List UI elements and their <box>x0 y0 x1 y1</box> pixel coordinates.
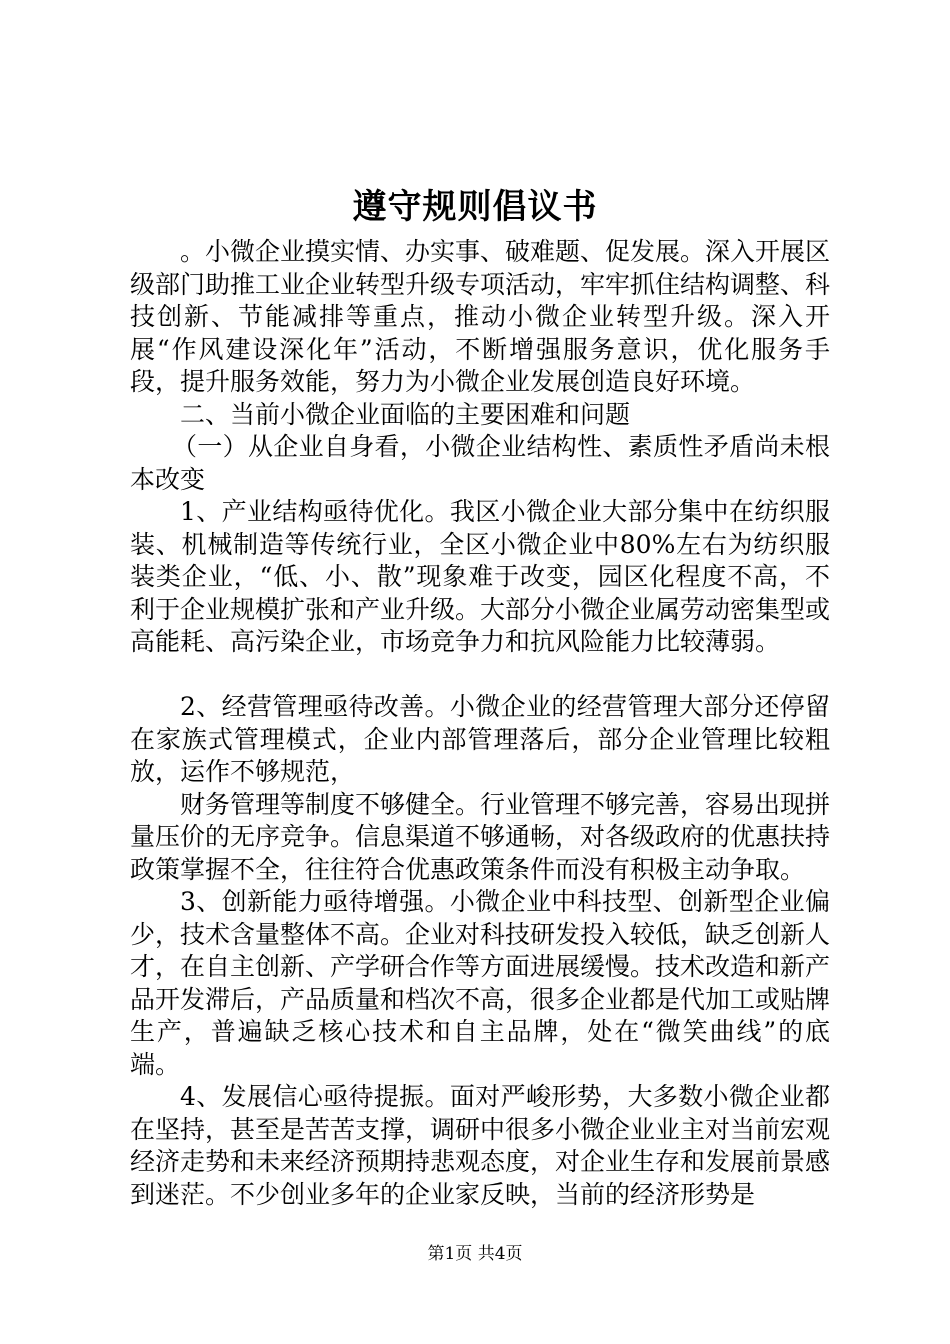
paragraph-confidence: 4、发展信心亟待提振。面对严峻形势，大多数小微企业都在坚持，甚至是苦苦支撑，调研中很多小微企业业主对当前宏观经济走势和未来经济预期持悲观态度，对企业生存和发展前景感到迷茫。不少创业多年的企业家反映，当前的经济形势是 <box>130 1082 831 1209</box>
document-body <box>130 236 830 1211</box>
section-heading: 二、当前小微企业面临的主要困难和问题 <box>180 399 631 429</box>
paragraph-management: 2、经营管理亟待改善。小微企业的经营管理大部分还停留在家族式管理模式，企业内部管理落后，部分企业管理比较粗放，运作不够规范， <box>130 692 830 786</box>
page-footer: 第1页 共4页 <box>427 1244 523 1264</box>
paragraph-industry-structure: 1、产业结构亟待优化。我区小微企业大部分集中在纺织服装、机械制造等传统行业，全区小微企业中80%左右为纺织服装类企业，“低、小、散”现象难于改变，园区化程度不高，不利于企业规模扩张和产业升级。大部分小微企业属劳动密集型或高能耗、高污染企业，市场竞争力和抗风险能力比较薄弱。 <box>130 497 831 656</box>
paragraph-innovation: 3、创新能力亟待增强。小微企业中科技型、创新型企业偏少，技术含量整体不高。企业对科技研发投入较低，缺乏创新人才，在自主创新、产学研合作等方面进展缓慢。技术改造和新产品开发滞后，产品质量和档次不高，很多企业都是代加工或贴牌生产，普遍缺乏核心技术和自主品牌，处在“微笑曲线”的底端。 <box>130 887 831 1079</box>
document-title: 遵守规则倡议书 <box>352 187 598 227</box>
subsection-heading: （一）从企业自身看，小微企业结构性、素质性矛盾尚未根本改变 <box>130 432 830 494</box>
paragraph-intro: 。小微企业摸实情、办实事、破难题、促发展。深入开展区级部门助推工业企业转型升级专项活动，牢牢抓住结构调整、科技创新、节能减排等重点，推动小微企业转型升级。深入开展“作风建设深化年”活动，不断增强服务意识，优化服务手段，提升服务效能，努力为小微企业发展创造良好环境。 <box>130 237 831 396</box>
blank-line <box>130 659 830 692</box>
paragraph-finance: 财务管理等制度不够健全。行业管理不够完善，容易出现拼量压价的无序竞争。信息渠道不够通畅，对各级政府的优惠扶持政策掌握不全，往往符合优惠政策条件而没有积极主动争取。 <box>130 789 831 884</box>
